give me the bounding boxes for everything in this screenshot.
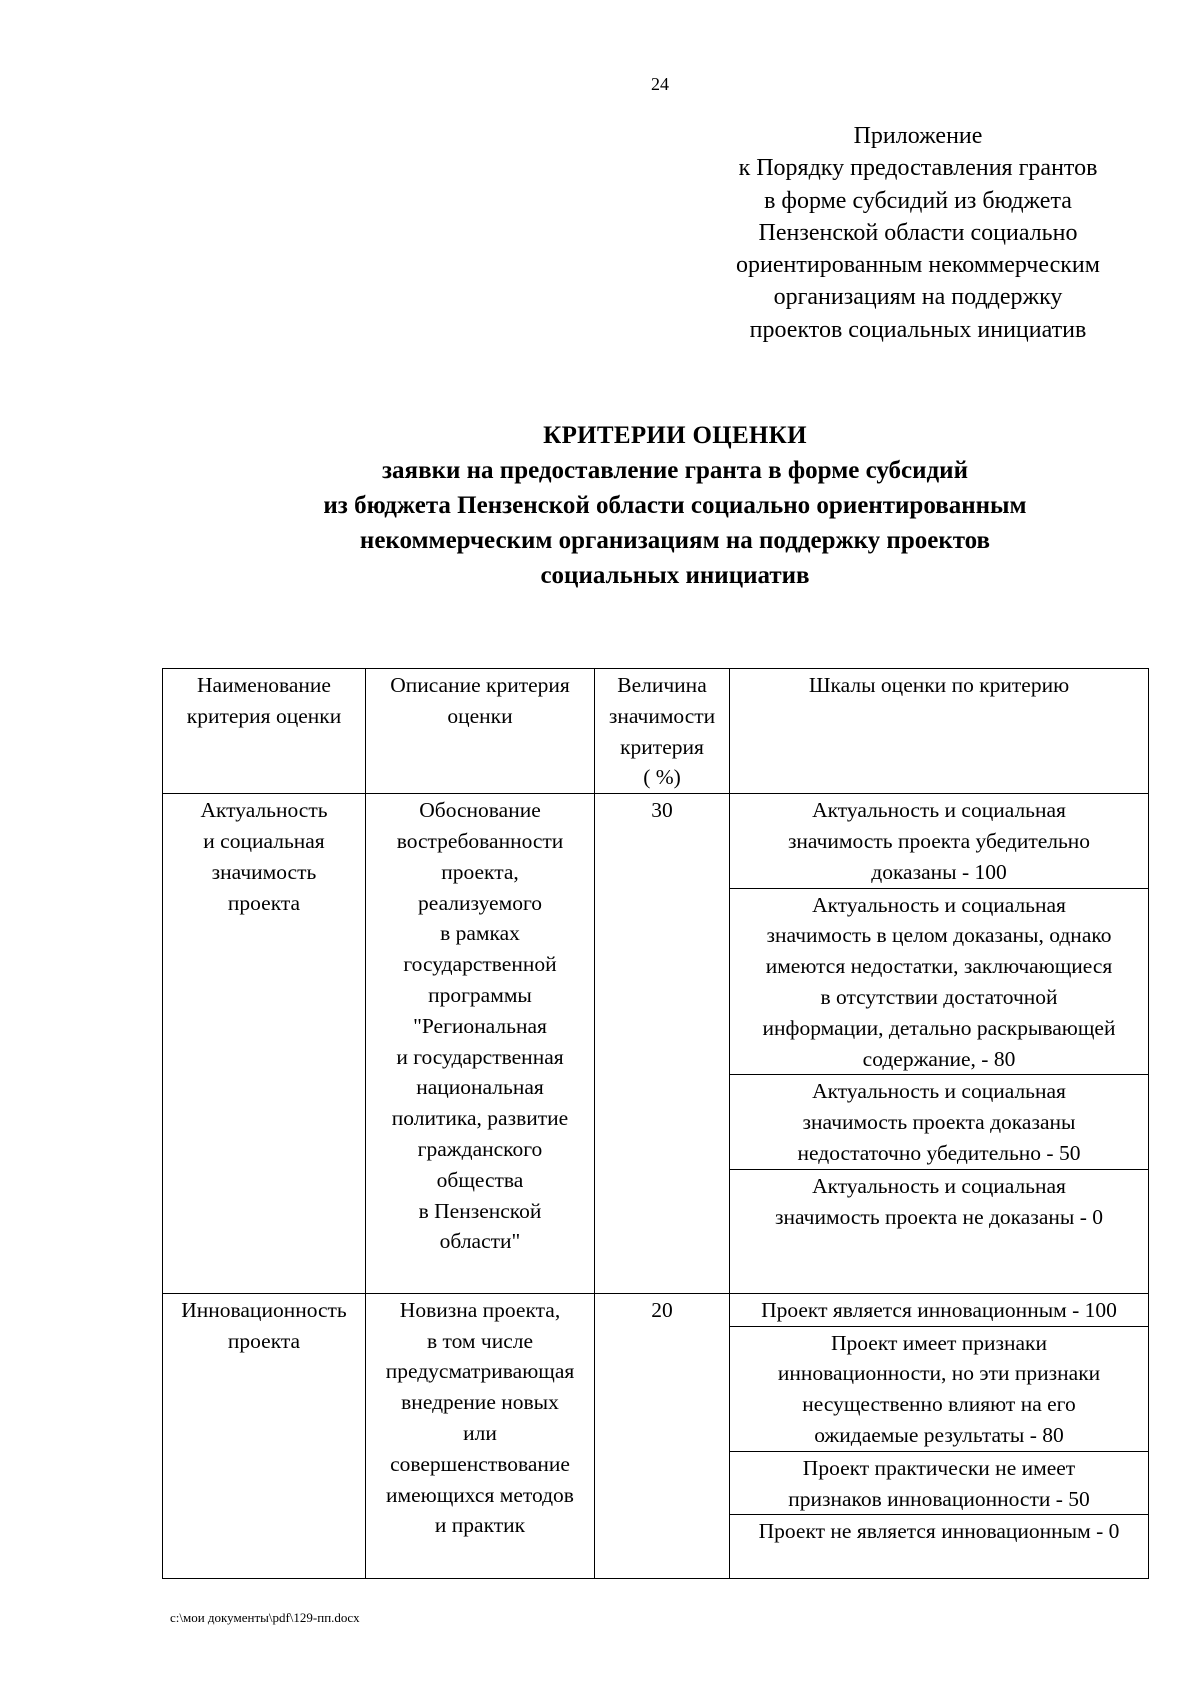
table-header-row bbox=[163, 669, 1149, 794]
criterion-description-cell: Обоснование востребованности проекта, реализуемого в рамках государственной программы "Региональная и государственная национальная политика, развитие гражданского общества в Пензенской области" bbox=[366, 794, 595, 1294]
title-heading: КРИТЕРИИ ОЦЕНКИ bbox=[543, 422, 807, 449]
scale-cell: Проект практически не имеет признаков инновационности - 50 bbox=[730, 1451, 1149, 1515]
title-line: из бюджета Пензенской области социально ориентированным bbox=[323, 492, 1027, 519]
header-criterion-weight: Величина значимости критерия ( %) bbox=[595, 669, 730, 794]
scale-cell: Проект имеет признаки инновационности, но эти признаки несущественно влияют на его ожидаемые результаты - 80 bbox=[730, 1326, 1149, 1451]
criterion-description-cell: Новизна проекта, в том числе предусматривающая внедрение новых или совершенствование имеющихся методов и практик bbox=[366, 1293, 595, 1579]
title-line: заявки на предоставление гранта в форме субсидий bbox=[382, 457, 968, 484]
table-row bbox=[163, 1293, 1149, 1326]
scale-cell: Актуальность и социальная значимость в целом доказаны, однако имеются недостатки, заключающиеся в отсутствии достаточной информации, детально раскрывающей содержание, - 80 bbox=[730, 888, 1149, 1075]
scale-cell: Актуальность и социальная значимость проекта не доказаны - 0 bbox=[730, 1169, 1149, 1293]
scale-cell: Проект не является инновационным - 0 bbox=[730, 1515, 1149, 1579]
title-line: социальных инициатив bbox=[540, 562, 810, 589]
appendix-line: в форме субсидий из бюджета bbox=[764, 187, 1072, 214]
table-row bbox=[163, 794, 1149, 888]
criterion-weight-cell: 20 bbox=[595, 1293, 730, 1579]
header-criterion-name: Наименование критерия оценки bbox=[163, 669, 366, 794]
title-line: некоммерческим организациям на поддержку проектов bbox=[359, 527, 991, 554]
criterion-weight-cell: 30 bbox=[595, 794, 730, 1294]
appendix-line: Приложение bbox=[853, 123, 983, 149]
document-title bbox=[175, 418, 1175, 593]
footer-file-path: c:\мои документы\pdf\129-пп.docx bbox=[170, 1610, 360, 1625]
criterion-name-cell: Актуальность и социальная значимость проекта bbox=[163, 794, 366, 1294]
appendix-line: ориентированным некоммерческим bbox=[736, 252, 1100, 279]
scale-cell: Актуальность и социальная значимость проекта доказаны недостаточно убедительно - 50 bbox=[730, 1075, 1149, 1169]
appendix-line: организациям на поддержку bbox=[773, 284, 1063, 311]
page-number: 24 bbox=[651, 74, 669, 94]
criteria-table bbox=[162, 668, 1149, 1579]
appendix-line: Пензенской области социально bbox=[758, 219, 1078, 246]
header-evaluation-scales: Шкалы оценки по критерию bbox=[730, 669, 1149, 794]
scale-cell: Актуальность и социальная значимость проекта убедительно доказаны - 100 bbox=[730, 794, 1149, 888]
appendix-note bbox=[685, 120, 1151, 346]
appendix-line: к Порядку предоставления грантов bbox=[738, 155, 1098, 182]
header-criterion-description: Описание критерия оценки bbox=[366, 669, 595, 794]
criterion-name-cell: Инновационность проекта bbox=[163, 1293, 366, 1579]
scale-cell: Проект является инновационным - 100 bbox=[730, 1293, 1149, 1326]
appendix-line: проектов социальных инициатив bbox=[749, 316, 1087, 343]
